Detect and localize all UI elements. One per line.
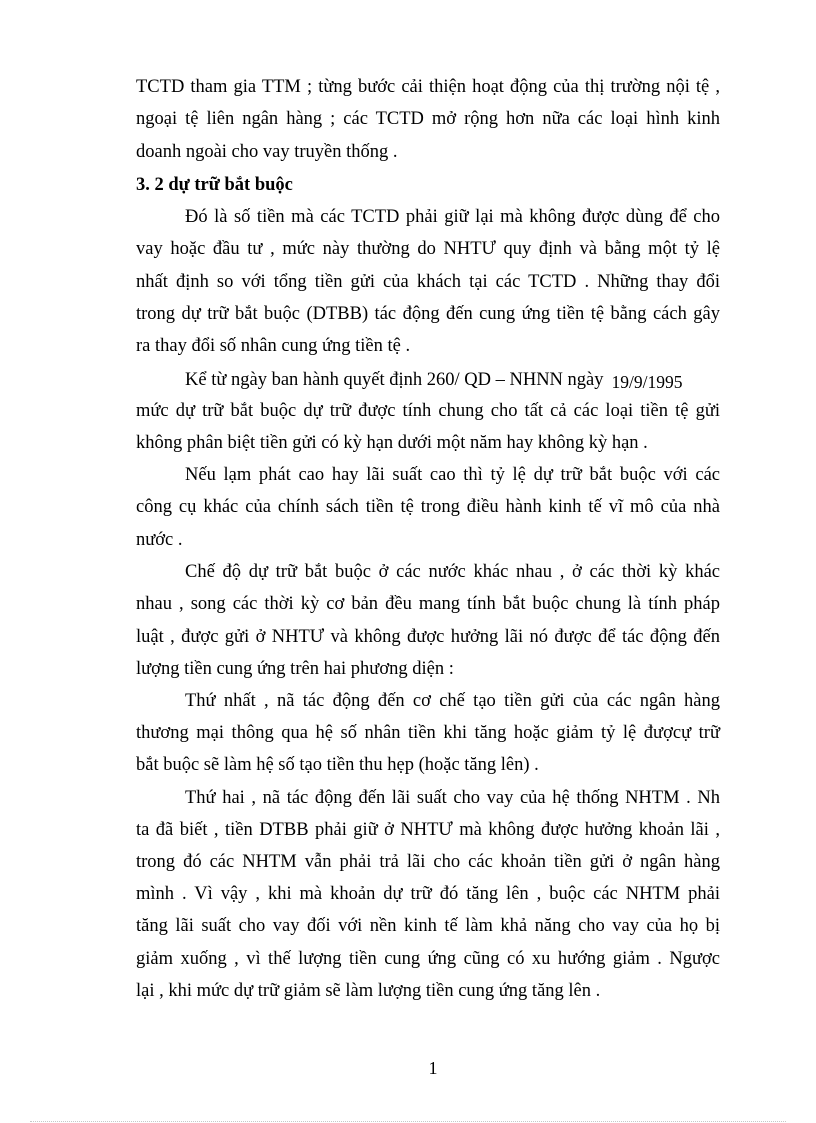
decision-text: Kể từ ngày ban hành quyết định 260/ QD – NHNN ngày [185, 370, 604, 390]
paragraph-line: Đó là số tiền mà các TCTD phải giữ lại mà không được dùng để cho [185, 207, 720, 227]
paragraph-line: mình . Vì vậy , khi mà khoản dự trữ đó tăng lên , buộc các NHTM phải [136, 884, 720, 904]
paragraph-line [185, 367, 720, 392]
paragraph-line: TCTD tham gia TTM ; từng bước cải thiện hoạt động của thị trường nội tệ , [136, 77, 720, 97]
paragraph-line: trong dự trữ bắt buộc (DTBB) tác động đến cung ứng tiền tệ bằng cách gây [136, 304, 720, 324]
paragraph-line: vay hoặc đầu tư , mức này thường do NHTƯ quy định và bằng một tỷ lệ [136, 239, 720, 259]
section-heading: 3. 2 dự trữ bắt buộc [136, 175, 293, 195]
paragraph-line: nhất định so với tổng tiền gửi của khách tại các TCTD . Những thay đổi [136, 272, 720, 292]
paragraph-line: ta đã biết , tiền DTBB phải giữ ở NHTƯ mà không được hưởng khoản lãi , [136, 820, 720, 840]
paragraph-line: công cụ khác của chính sách tiền tệ trong điều hành kinh tế vĩ mô của nhà [136, 497, 720, 517]
paragraph-line: nước . [136, 530, 183, 550]
paragraph-line: thương mại thông qua hệ số nhân tiền khi tăng hoặc giảm tỷ lệ đượcự trữ [136, 723, 720, 743]
paragraph-line: doanh ngoài cho vay truyền thống . [136, 142, 398, 162]
paragraph-line: ngoại tệ liên ngân hàng ; các TCTD mở rộng hơn nữa các loại hình kinh [136, 109, 720, 129]
paragraph-line: trong đó các NHTM vẫn phải trả lãi cho các khoản tiền gửi ở ngân hàng [136, 852, 720, 872]
paragraph-line: lượng tiền cung ứng trên hai phương diện : [136, 659, 454, 679]
paragraph-line: không phân biệt tiền gửi có kỳ hạn dưới một năm hay không kỳ hạn . [136, 433, 648, 453]
paragraph-line: lại , khi mức dự trữ giảm sẽ làm lượng tiền cung ứng tăng lên . [136, 981, 601, 1001]
paragraph-line: Thứ hai , nã tác động đến lãi suất cho vay của hệ thống NHTM . Nh [185, 788, 720, 808]
paragraph-line: bắt buộc sẽ làm hệ số tạo tiền thu hẹp (hoặc tăng lên) . [136, 755, 539, 775]
paragraph-line: giảm xuống , vì thế lượng tiền cung ứng cũng có xu hướng giảm . Ngược [136, 949, 720, 969]
paragraph-line: mức dự trữ bắt buộc dự trữ được tính chung cho tất cả các loại tiền tệ gửi [136, 401, 720, 421]
decision-date: 19/9/1995 [611, 372, 683, 392]
page-number: 1 [428, 1058, 438, 1078]
paragraph-line: Nếu lạm phát cao hay lãi suất cao thì tỷ lệ dự trữ bắt buộc với các [185, 465, 720, 485]
footer-divider [30, 1121, 786, 1122]
paragraph-line: ra thay đổi số nhân cung ứng tiền tệ . [136, 336, 411, 356]
paragraph-line: luật , được gửi ở NHTƯ và không được hưởng lãi nó được để tác động đến [136, 627, 720, 647]
paragraph-line: Chế độ dự trữ bắt buộc ở các nước khác nhau , ở các thời kỳ khác [185, 562, 720, 582]
paragraph-line: Thứ nhất , nã tác động đến cơ chế tạo tiền gửi của các ngân hàng [185, 691, 720, 711]
paragraph-line: nhau , song các thời kỳ cơ bản đều mang tính bắt buộc chung là tính pháp [136, 594, 720, 614]
paragraph-line: tăng lãi suất cho vay đối với nền kinh tế làm khả năng cho vay của họ bị [136, 916, 720, 936]
